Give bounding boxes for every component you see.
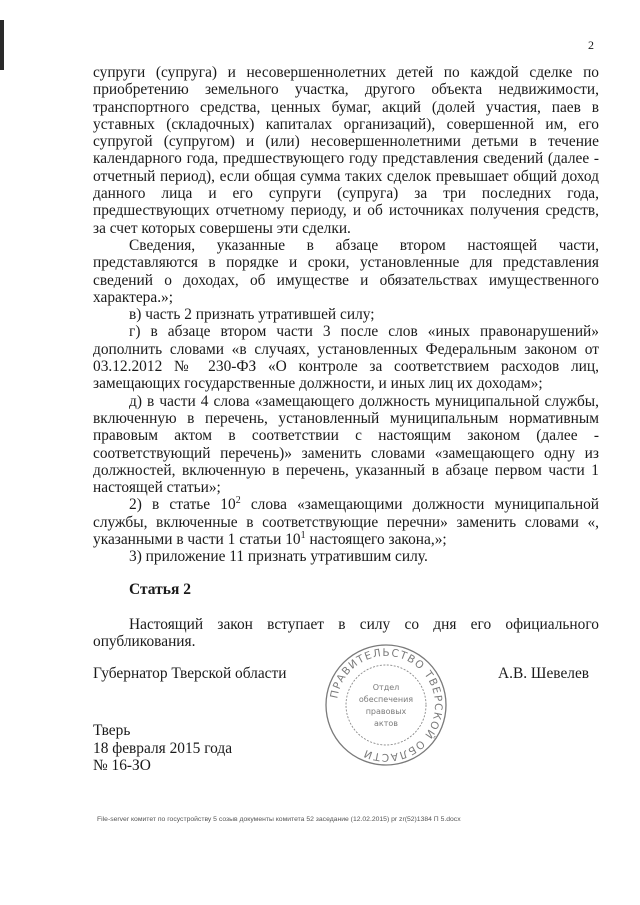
law-date: 18 февраля 2015 года (93, 739, 233, 757)
paragraph-item-d: д) в части 4 слова «замещающего должность муниципальной службы, включенную в перечень, установленный муниципальным нормативным правовым актом в соответствии с настоящим законом (далее - соответствующий перечень)» заменить словами «замещающего одну из должностей, включенную в перечень, указанный в абзаце первом части 1 настоящей статьи»; (93, 392, 599, 497)
stamp-line-1: Отдел (372, 683, 400, 692)
item-2-superscript-1: 2 (235, 495, 241, 507)
governor-name: А.В. Шевелев (498, 665, 590, 682)
law-number: № 16-ЗО (93, 757, 151, 774)
item-2-part-a: 2) в статье 10 (129, 496, 236, 514)
official-stamp (324, 643, 448, 767)
article-heading: Статья 2 (129, 580, 191, 598)
stamp-line-3: правовых (365, 707, 407, 716)
stamp-line-2: обеспечения (358, 695, 414, 704)
scan-edge-mark (0, 20, 4, 70)
paragraph-info-terms: Сведения, указанные в абзаце втором настоящей части, представляются в порядке и сроки, установленные для представления сведений о доходах, об имуществе и обязательствах имущественного характера.»; (93, 236, 599, 306)
item-2-part-b: слова «замещающими должности муниципальной службы, включенные в соответствующие перечни» заменить словами «, указанными в части 1 статьи 10 (93, 496, 600, 549)
stamp-ring-text: ПРАВИТЕЛЬСТВО ТВЕРСКОЙ ОБЛАСТИ (328, 646, 445, 764)
page-number: 2 (588, 38, 594, 52)
item-2-superscript-2: 1 (300, 529, 306, 541)
stamp-outer-ring (326, 645, 446, 765)
file-path-footer: File-server комитет по госустройству 5 созыв документы комитета 52 заседание (12.02.2015) pr zr(52)1384 П 5.docx (97, 816, 461, 823)
paragraph-item-2 (93, 496, 599, 548)
paragraph-item-3: 3) приложение 11 признать утратившим силу. (129, 548, 428, 566)
governor-title: Губернатор Тверской области (93, 665, 287, 682)
place-date-block (93, 722, 232, 775)
law-body-text (93, 64, 599, 651)
paragraph-effective-date: Настоящий закон вступает в силу со дня его официального опубликования. (93, 615, 599, 651)
paragraph-item-g: г) в абзаце втором части 3 после слов «иных правонарушений» дополнить словами «в случаях, установленных Федеральным законом от 03.12.2012 № 230-ФЗ «О контроле за соответствием расходов лиц, замещающих государственные должности, и иных лиц их доходам»; (93, 323, 599, 393)
stamp-inner-ring (346, 665, 426, 745)
stamp-line-4: актов (373, 719, 399, 728)
city: Тверь (93, 722, 131, 739)
paragraph-continuation: супруги (супруга) и несовершеннолетних детей по каждой сделке по приобретению земельного участка, другого объекта недвижимости, транспортного средства, ценных бумаг, акций (долей участия, паев в уставных (складочных) капиталах организаций), совершенной им, его супругой (супругом) и (или) несовершеннолетними детьми в течение календарного года, предшествующего году представления сведений (далее - отчетный период), если общая сумма таких сделок превышает общий доход данного лица и его супруги (супруга) за три последних года, предшествующих отчетному периоду, и об источниках получения средств, за счет которых совершены эти сделки. (93, 64, 599, 237)
paragraph-item-v: в) часть 2 признать утратившей силу; (129, 306, 375, 324)
item-2-part-c: настоящего закона,»; (305, 531, 447, 549)
